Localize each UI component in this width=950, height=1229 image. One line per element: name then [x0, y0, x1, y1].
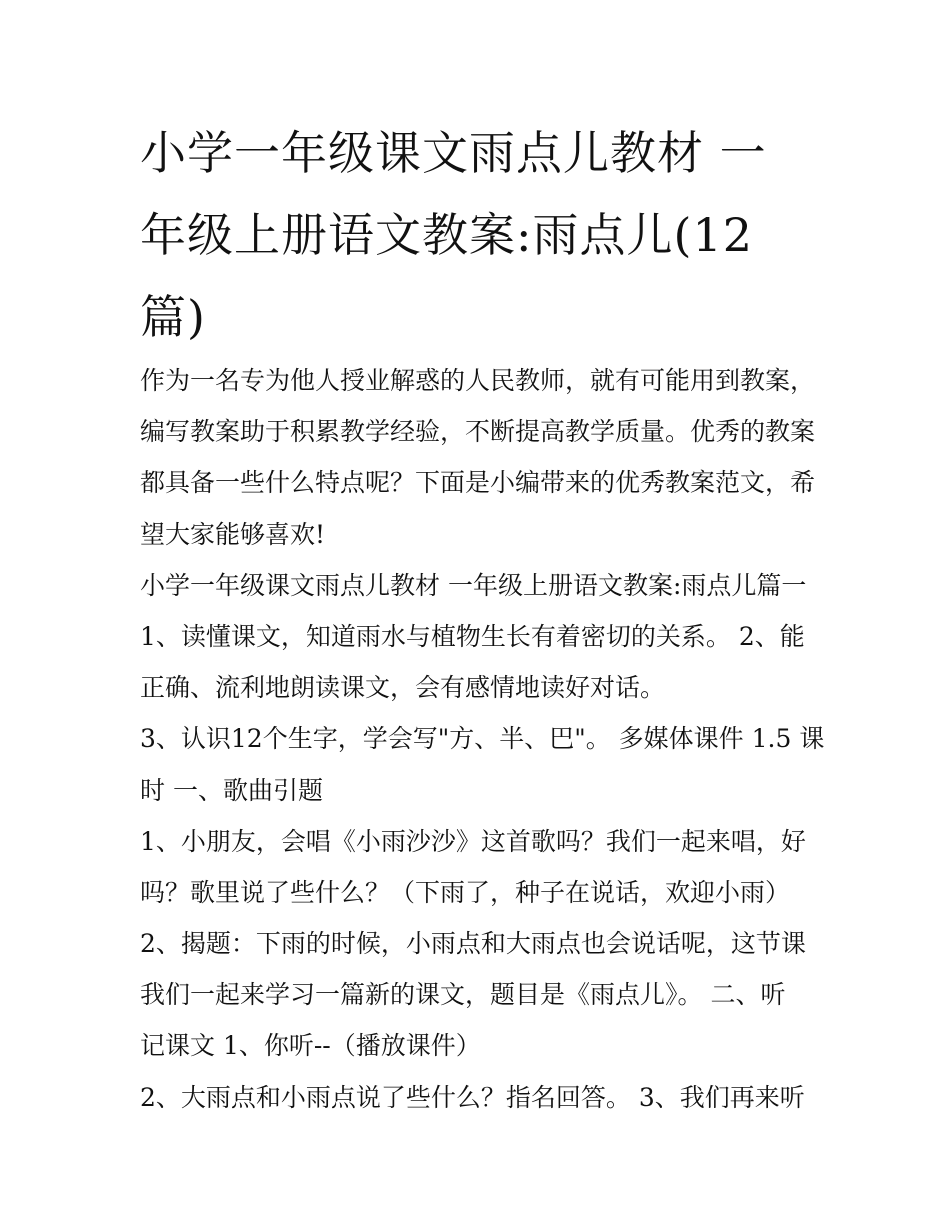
body-line: 时 一、歌曲引题	[140, 775, 323, 805]
body-line: 都具备一些什么特点呢？下面是小编带来的优秀教案范文，希	[140, 468, 816, 498]
body-line: 2、大雨点和小雨点说了些什么？指名回答。 3、我们再来听	[140, 1082, 805, 1112]
document-body	[140, 355, 825, 1123]
body-line: 编写教案助于积累教学经验，不断提高教学质量。优秀的教案	[140, 417, 816, 447]
body-line: 我们一起来学习一篇新的课文，题目是《雨点儿》。 二、听	[140, 980, 786, 1010]
body-line: 作为一名专为他人授业解惑的人民教师，就有可能用到教案，	[140, 366, 816, 395]
body-line: 1、小朋友，会唱《小雨沙沙》这首歌吗？我们一起来唱，好	[140, 826, 806, 856]
body-line: 记课文 1、你听--（播放课件）	[140, 1031, 481, 1061]
body-line: 3、认识12个生字，学会写"方、半、巴"。 多媒体课件 1.5 课	[140, 724, 825, 754]
body-line: 望大家能够喜欢!	[140, 519, 326, 549]
body-line: 正确、流利地朗读课文，会有感情地读好对话。	[140, 673, 666, 703]
body-line: 1、读懂课文，知道雨水与植物生长有着密切的关系。 2、能	[140, 621, 805, 651]
title-line: 年级上册语文教案:雨点儿(12	[140, 208, 753, 262]
body-line: 2、揭题：下雨的时候，小雨点和大雨点也会说话呢，这节课	[140, 929, 806, 959]
body-line: 吗？歌里说了些什么？（下雨了，种子在说话，欢迎小雨）	[140, 877, 791, 907]
body-line: 小学一年级课文雨点儿教材 一年级上册语文教案:雨点儿篇一	[140, 570, 807, 600]
title-line: 小学一年级课文雨点儿教材 一	[140, 126, 767, 180]
document-title	[140, 112, 820, 358]
title-line: 篇)	[140, 290, 206, 344]
